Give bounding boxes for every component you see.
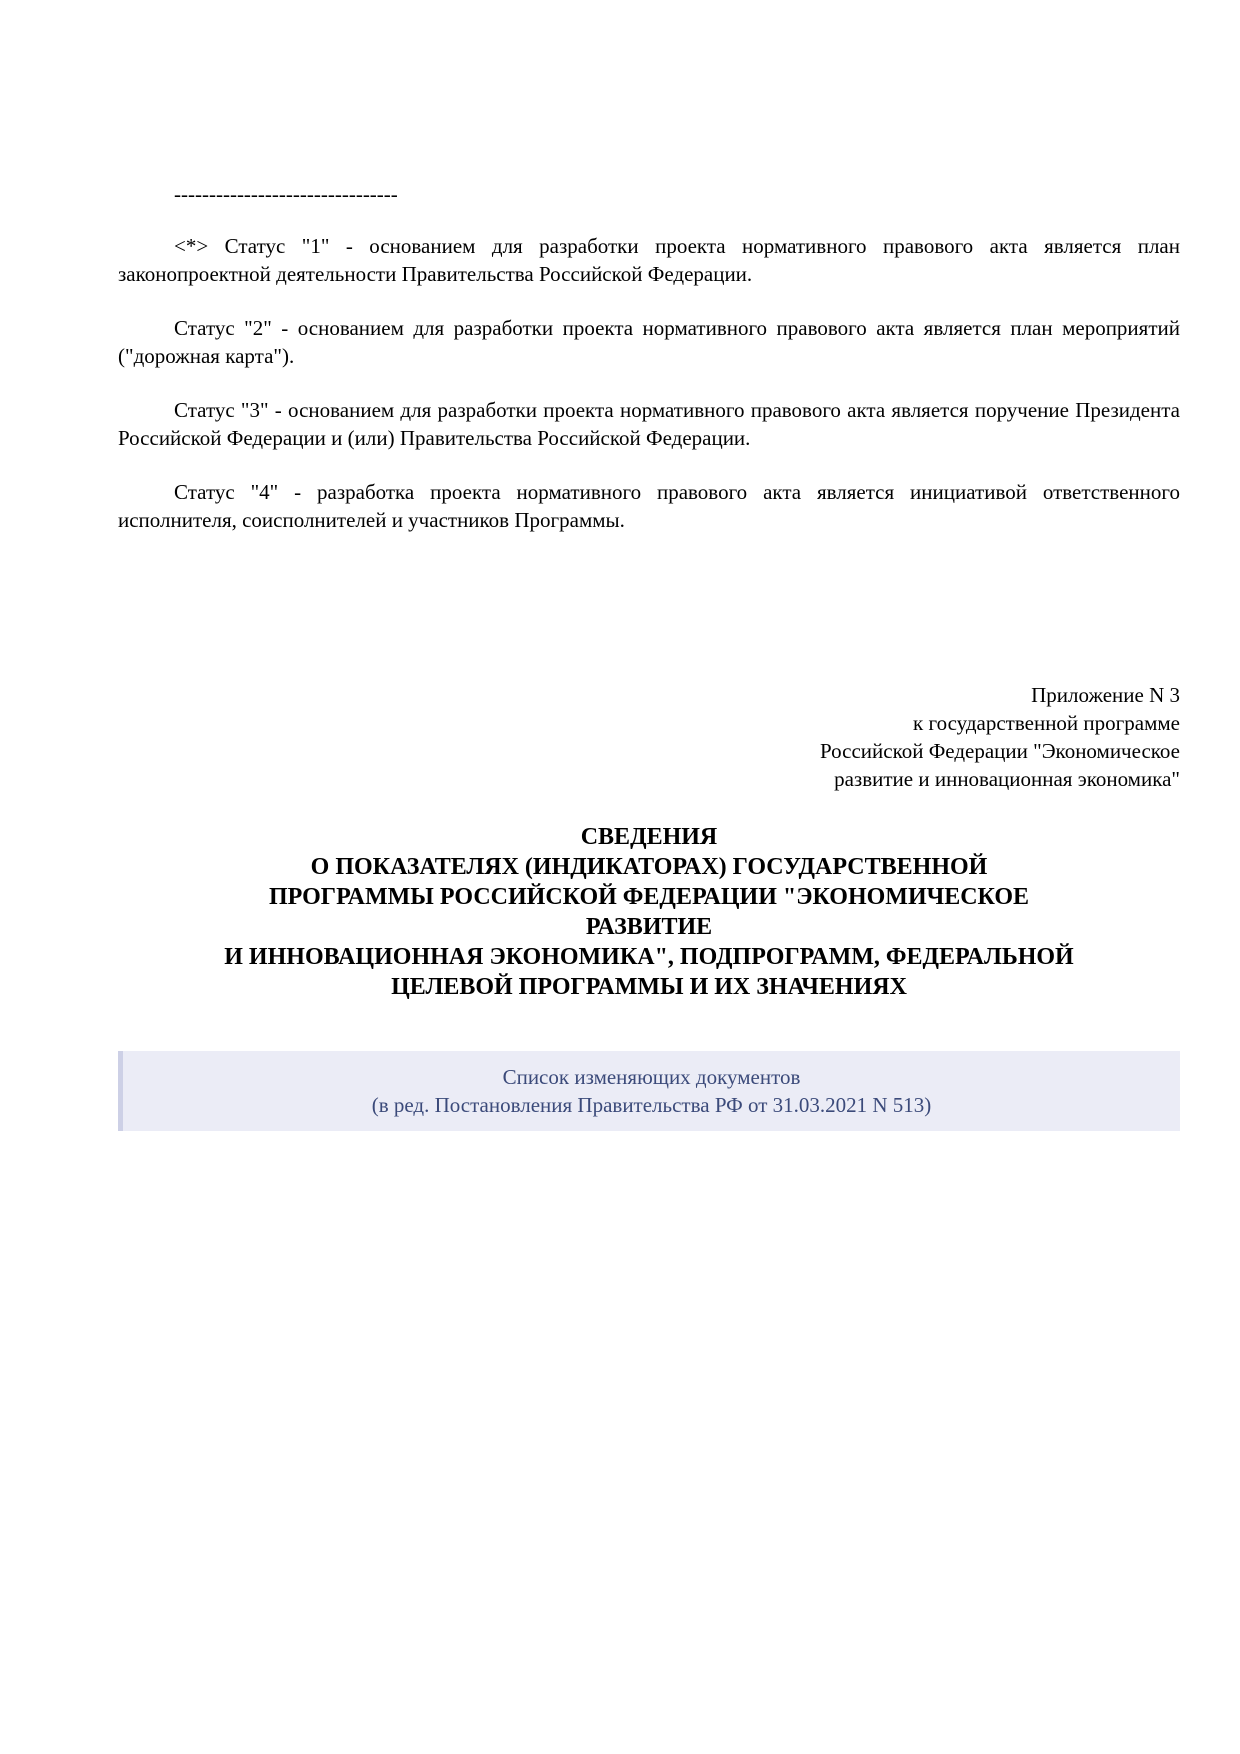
document-title bbox=[118, 822, 1180, 1002]
appendix-caption bbox=[118, 681, 1180, 793]
appendix-line: Приложение N 3 bbox=[1031, 683, 1180, 707]
title-line: РАЗВИТИЕ bbox=[585, 914, 713, 940]
title-line: И ИННОВАЦИОННАЯ ЭКОНОМИКА", ПОДПРОГРАММ, ФЕДЕРАЛЬНОЙ bbox=[224, 944, 1074, 970]
title-line: СВЕДЕНИЯ bbox=[580, 824, 718, 850]
amending-documents-reference[interactable]: (в ред. Постановления Правительства РФ от 31.03.2021 N 513) bbox=[371, 1093, 932, 1117]
footnote-status-1: <*> Статус "1" - основанием для разработки проекта нормативного правового акта является план законопроектной деятельности Правительства Российской Федерации. bbox=[118, 234, 1180, 286]
footnote-status-2: Статус "2" - основанием для разработки проекта нормативного правового акта является план мероприятий ("дорожная карта"). bbox=[118, 316, 1180, 368]
appendix-line: развитие и инновационная экономика" bbox=[834, 767, 1180, 791]
amending-documents-title: Список изменяющих документов bbox=[502, 1065, 801, 1089]
appendix-line: Российской Федерации "Экономическое bbox=[819, 739, 1180, 763]
footnote-status-3: Статус "3" - основанием для разработки проекта нормативного правового акта является поручение Президента Российской Федерации и (или) Правительства Российской Федерации. bbox=[118, 398, 1180, 450]
title-line: ЦЕЛЕВОЙ ПРОГРАММЫ И ИХ ЗНАЧЕНИЯХ bbox=[391, 974, 907, 1000]
title-line: О ПОКАЗАТЕЛЯХ (ИНДИКАТОРАХ) ГОСУДАРСТВЕННОЙ bbox=[310, 854, 988, 880]
footnote-status-4: Статус "4" - разработка проекта нормативного правового акта является инициативой ответственного исполнителя, соисполнителей и участников Программы. bbox=[118, 480, 1180, 532]
footnote-separator: -------------------------------- bbox=[174, 182, 398, 206]
appendix-line: к государственной программе bbox=[913, 711, 1180, 735]
title-line: ПРОГРАММЫ РОССИЙСКОЙ ФЕДЕРАЦИИ "ЭКОНОМИЧЕСКОЕ bbox=[268, 884, 1030, 910]
amending-documents-box bbox=[118, 1051, 1180, 1131]
